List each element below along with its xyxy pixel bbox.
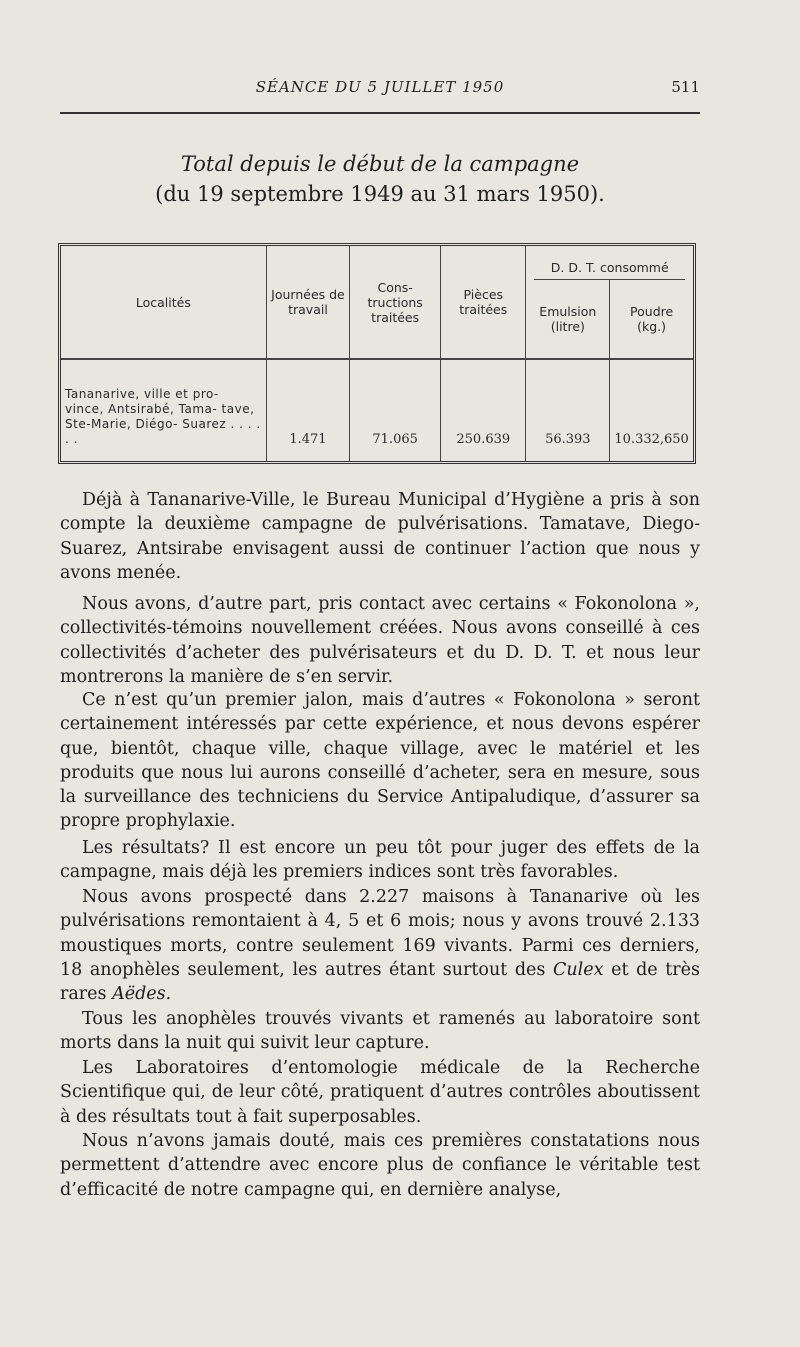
header-poudre: Poudre (kg.) bbox=[609, 280, 693, 358]
culex-term: Culex bbox=[553, 959, 604, 980]
header-constructions: Cons- tructions traitées bbox=[350, 246, 441, 359]
paragraph-5-middle: et de très rares bbox=[60, 959, 700, 1005]
header-pieces: Pièces traitées bbox=[441, 246, 526, 359]
header-ddt: D. D. T. consommé bbox=[550, 260, 669, 275]
aedes-term: Aëdes. bbox=[112, 984, 172, 1005]
header-ddt-group bbox=[526, 246, 693, 359]
running-title: SÉANCE DU 5 JUILLET 1950 bbox=[255, 78, 505, 96]
table-title: Total depuis le début de la campagne bbox=[180, 152, 580, 176]
paragraph-4: Les résultats? Il est encore un peu tôt pour juger des effets de la campagne, mais déjà les premiers indices sont très favorables. bbox=[60, 838, 700, 883]
cell-localites: Tananarive, ville et pro- vince, Antsirabé, Tama- tave, Ste-Marie, Diégo- Suarez . . . . . . bbox=[65, 387, 261, 446]
cell-emulsion: 56.393 bbox=[545, 432, 591, 447]
cell-ddt-group bbox=[526, 359, 693, 461]
paragraph-5 bbox=[60, 885, 700, 1006]
cell-pieces: 250.639 bbox=[441, 359, 526, 461]
page-header bbox=[60, 78, 700, 102]
cell-poudre: 10.332,650 bbox=[609, 360, 693, 461]
results-table bbox=[58, 243, 696, 464]
table-subtitle: (du 19 septembre 1949 au 31 mars 1950). bbox=[155, 182, 605, 206]
paragraph-1: Déjà à Tananarive-Ville, le Bureau Municipal d’Hygiène a pris à son compte la deuxième campagne de pulvérisations. Tamatave, Diego-Suarez, Antsirabe envisagent aussi de continuer l’action que nous y avons menée. bbox=[60, 490, 700, 583]
cell-journees: 1.471 bbox=[266, 359, 349, 461]
paragraph-8: Nous n’avons jamais douté, mais ces premières constatations nous permettent d’attendre avec encore plus de confiance le véritable test d’efficacité de notre campagne qui, en dernière analyse, bbox=[60, 1131, 700, 1200]
header-journees: Journées de travail bbox=[266, 246, 349, 359]
cell-constructions: 71.065 bbox=[350, 359, 441, 461]
header-rule bbox=[60, 112, 700, 114]
table-header-row bbox=[61, 246, 693, 359]
paragraph-7: Les Laboratoires d’entomologie médicale de la Recherche Scientifique qui, de leur côté, pratiquent d’autres contrôles aboutissent à des résultats tout à fait superposables. bbox=[60, 1058, 700, 1127]
header-localites: Localités bbox=[61, 246, 266, 359]
paragraph-2: Nous avons, d’autre part, pris contact avec certains « Fokonolona », collectivités-témoins nouvellement créées. Nous avons conseillé à ces collectivités d’acheter des pulvérisateurs et du D. D. T. et nous leur montrerons la manière de s’en servir. bbox=[60, 594, 700, 687]
header-emulsion: Emulsion (litre) bbox=[539, 304, 597, 334]
paragraph-3: Ce n’est qu’un premier jalon, mais d’autres « Fokonolona » seront certainement intéressés par cette expérience, et nous devons espérer que, bientôt, chaque ville, chaque village, avec le matériel et les produits que nous lui aurons conseillé d’acheter, sera en mesure, sous la surveillance des techniciens du Service Antipaludique, d’assurer sa propre prophylaxie. bbox=[60, 690, 700, 832]
table-row bbox=[61, 359, 693, 461]
page-number: 511 bbox=[671, 78, 700, 96]
paragraph-5-text: Nous avons prospecté dans 2.227 maisons à Tananarive où les pulvérisations remontaient à 4, 5 et 6 mois; nous y avons trouvé 2.133 moustiques morts, contre seulement 169 vivants. Parmi ces derniers, 18 anophèles seulement, les autres étant surtout des bbox=[60, 887, 700, 980]
paragraph-6: Tous les anophèles trouvés vivants et ramenés au laboratoire sont morts dans la nuit qui suivit leur capture. bbox=[60, 1009, 700, 1054]
